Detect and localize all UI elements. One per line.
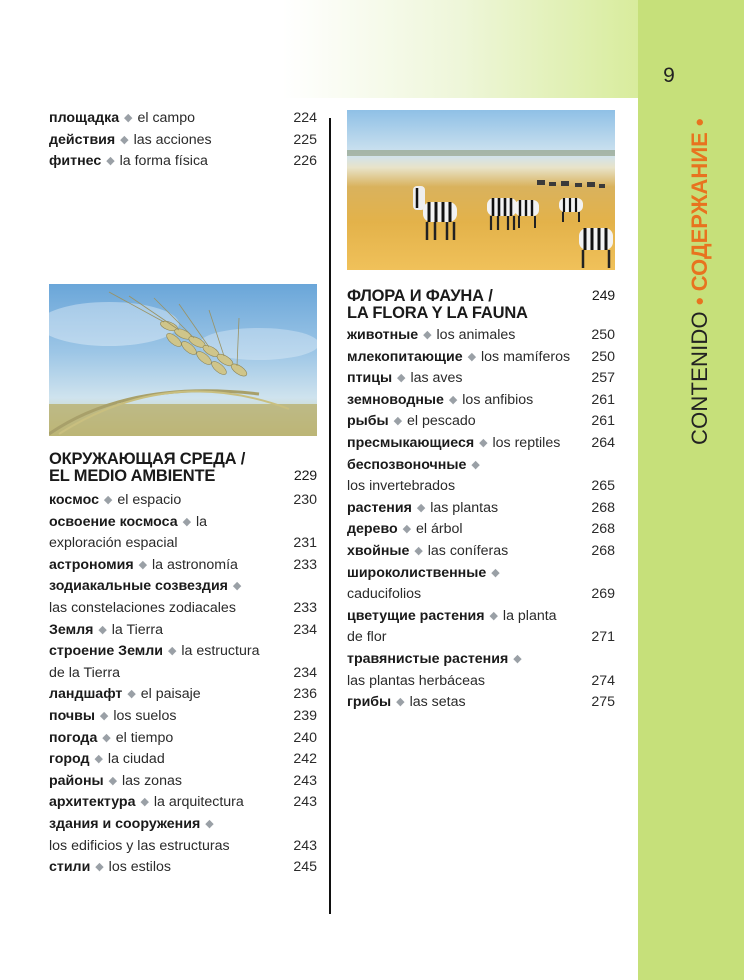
toc-entry[interactable]: пресмыкающиеся ◆ los reptiles 264	[347, 434, 615, 451]
toc-entry[interactable]: стили ◆ los estilos 245	[49, 859, 317, 876]
toc-section-environment	[49, 451, 317, 485]
toc-entry[interactable]: зодиакальные созвездия ◆ las constelaciones zodiacales 233	[49, 578, 317, 616]
side-title-es: CONTENIDO	[687, 311, 712, 445]
toc-entry[interactable]: дерево ◆ el árbol 268	[347, 521, 615, 538]
toc-entry[interactable]: ландшафт ◆ el paisaje 236	[49, 686, 317, 703]
toc-entry[interactable]: хвойные ◆ las coníferas 268	[347, 542, 615, 559]
toc-entry[interactable]: травянистые растения ◆ las plantas herbáceas 274	[347, 650, 615, 689]
toc-entry[interactable]: архитектура ◆ la arquitectura 243	[49, 794, 317, 811]
toc-entry[interactable]: растения ◆ las plantas 268	[347, 499, 615, 516]
toc-entry[interactable]: грибы ◆ las setas 275	[347, 694, 615, 711]
toc-entry[interactable]: астрономия ◆ la astronomía 233	[49, 556, 317, 573]
side-title-separator: •	[687, 297, 712, 306]
toc-entry[interactable]: почвы ◆ los suelos 239	[49, 707, 317, 724]
zebra-group	[413, 186, 613, 268]
section-heading[interactable]: ФЛОРА И ФАУНА / LA FLORA Y LA FAUNA 249	[347, 287, 615, 322]
toc-entry[interactable]: действия ◆ las acciones 225	[49, 131, 317, 148]
savanna-illustration	[347, 110, 615, 270]
toc-list-flora-fauna	[347, 325, 615, 714]
column-divider	[329, 118, 331, 914]
toc-entry[interactable]: освоение космоса ◆ la exploración espacial 231	[49, 513, 317, 552]
toc-entry[interactable]: космос ◆ el espacio 230	[49, 492, 317, 508]
toc-entry[interactable]: земноводные ◆ los anfibios 261	[347, 391, 615, 408]
toc-entry[interactable]: районы ◆ las zonas 243	[49, 772, 317, 789]
header-band	[0, 0, 744, 98]
page-number: 9	[663, 64, 675, 87]
toc-entry[interactable]: здания и сооружения ◆ los edificios y las estructuras 243	[49, 815, 317, 854]
toc-list-sports	[49, 108, 317, 173]
side-title-ru: СОДЕРЖАНИЕ	[687, 132, 712, 292]
wheat-illustration	[49, 284, 317, 436]
section-heading[interactable]: ОКРУЖАЮЩАЯ СРЕДА / EL MEDIO AMBIENTE 229	[49, 450, 317, 485]
zebra-savanna-photo	[347, 110, 615, 270]
toc-entry[interactable]: млекопитающие ◆ los mamíferos 250	[347, 348, 615, 365]
toc-entry[interactable]: широколиственные ◆ caducifolios 269	[347, 564, 615, 603]
toc-list-environment	[49, 490, 317, 879]
side-title-end-dot: •	[687, 118, 712, 127]
toc-entry[interactable]: птицы ◆ las aves 257	[347, 370, 615, 387]
toc-entry[interactable]: город ◆ la ciudad 242	[49, 751, 317, 768]
toc-entry[interactable]: строение Земли ◆ la estructura de la Tierra 234	[49, 643, 317, 681]
wheat-photo	[49, 284, 317, 436]
toc-entry[interactable]: площадка ◆ el campo 224	[49, 110, 317, 126]
toc-section-flora-fauna	[347, 288, 615, 322]
toc-entry[interactable]: беспозвоночные ◆ los invertebrados 265	[347, 456, 615, 495]
toc-entry[interactable]: животные ◆ los animales 250	[347, 327, 615, 343]
toc-entry[interactable]: погода ◆ el tiempo 240	[49, 729, 317, 746]
toc-entry[interactable]: рыбы ◆ el pescado 261	[347, 413, 615, 430]
toc-entry[interactable]: фитнес ◆ la forma física 226	[49, 153, 317, 170]
toc-entry[interactable]: Земля ◆ la Tierra 234	[49, 621, 317, 638]
toc-entry[interactable]: цветущие растения ◆ la planta de flor 271	[347, 607, 615, 646]
